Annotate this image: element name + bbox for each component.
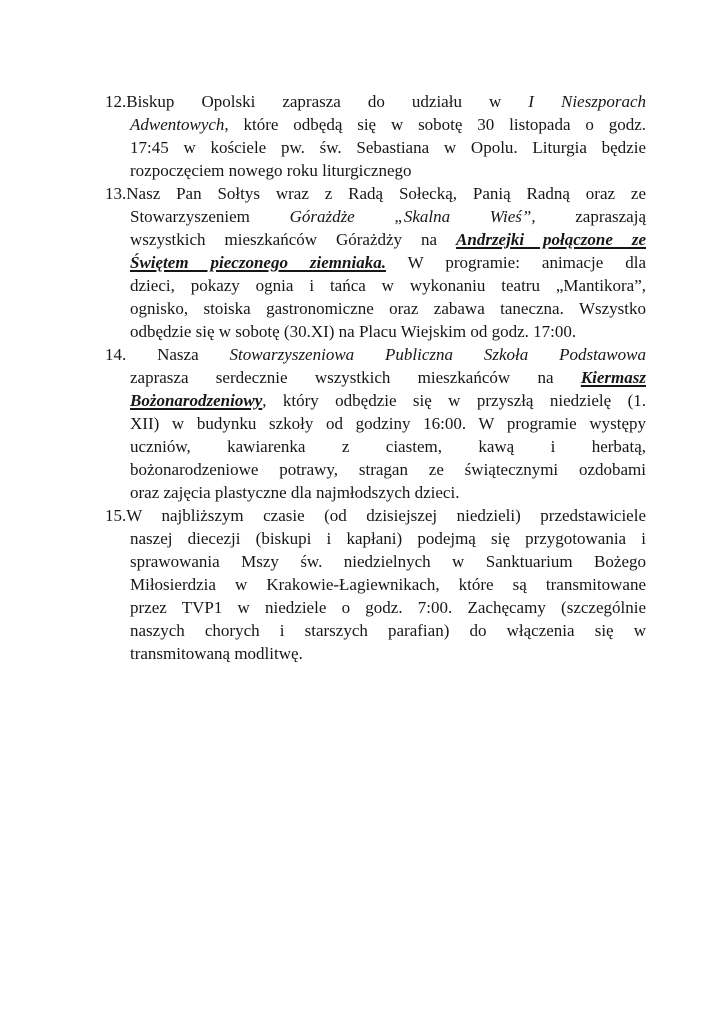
text-run: naszej diecezji (biskupi i kapłani) podejmą się przygotowania i: [130, 529, 646, 548]
text-run: Świętem pieczonego ziemniaka.: [130, 253, 386, 272]
text-line: [105, 90, 646, 113]
text-line: [105, 412, 646, 435]
text-line: [105, 136, 646, 159]
text-run: odbędzie się w sobotę (30.XI) na Placu Wiejskim od godz. 17:00.: [130, 322, 577, 341]
text-run: Miłosierdzia w Krakowie-Łagiewnikach, które są transmitowane: [130, 575, 646, 594]
text-run: 17:45 w kościele pw. św. Sebastiana w Opolu. Liturgia będzie: [130, 138, 646, 157]
text-run: zaprasza serdecznie wszystkich mieszkańców na: [130, 368, 581, 387]
list-item-number: 12.: [105, 92, 127, 111]
text-line: [105, 550, 646, 573]
text-run: oraz zajęcia plastyczne dla najmłodszych dzieci.: [130, 483, 460, 502]
text-line: [105, 159, 646, 182]
text-run: Kiermasz: [580, 368, 646, 387]
text-run: uczniów, kawiarenka z ciastem, kawą i herbatą,: [130, 437, 646, 456]
list-item: [105, 90, 646, 182]
text-run: W najbliższym czasie (od dzisiejszej niedzieli) przedstawiciele: [126, 506, 646, 525]
text-run: ognisko, stoiska gastronomiczne oraz zabawa taneczna. Wszystko: [130, 299, 646, 318]
announcement-list: [105, 90, 646, 665]
text-line: [105, 481, 646, 504]
text-line: [105, 366, 646, 389]
text-run: przez TVP1 w niedziele o godz. 7:00. Zachęcamy (szczególnie: [130, 598, 646, 617]
text-line: [105, 182, 646, 205]
text-run: sprawowania Mszy św. niedzielnych w Sanktuarium Bożego: [130, 552, 646, 571]
text-run: Stowarzyszeniem: [130, 207, 290, 226]
text-line: [105, 619, 646, 642]
text-run: , które odbędą się w sobotę 30 listopada o godz.: [224, 115, 646, 134]
text-run: Biskup Opolski zaprasza do udziału w: [126, 92, 529, 111]
text-line: [105, 205, 646, 228]
list-item-number: 15.: [105, 506, 127, 525]
text-run: Bożonarodzeniowy: [130, 391, 263, 410]
text-line: [105, 251, 646, 274]
text-run: Nasza: [126, 345, 230, 364]
text-run: Adwentowych: [130, 115, 225, 134]
text-run: XII) w budynku szkoły od godziny 16:00. W programie występy: [130, 414, 646, 433]
text-line: [105, 573, 646, 596]
text-run: zapraszają: [535, 207, 646, 226]
list-item: [105, 182, 646, 343]
text-run: rozpoczęciem nowego roku liturgicznego: [130, 161, 412, 180]
text-run: Stowarzyszeniowa Publiczna Szkoła Podstawowa: [229, 345, 646, 364]
text-run: Górażdże „Skalna Wieś”,: [289, 207, 536, 226]
list-item-number: 14.: [105, 345, 127, 364]
text-line: [105, 228, 646, 251]
text-run: dzieci, pokazy ognia i tańca w wykonaniu teatru „Mantikora”,: [130, 276, 646, 295]
text-line: [105, 642, 646, 665]
text-line: [105, 389, 646, 412]
text-run: I Nieszporach: [528, 92, 646, 111]
text-run: bożonarodzeniowe potrawy, stragan ze świątecznymi ozdobami: [130, 460, 646, 479]
text-line: [105, 596, 646, 619]
text-run: naszych chorych i starszych parafian) do włączenia się w: [130, 621, 646, 640]
text-line: [105, 320, 646, 343]
text-run: transmitowaną modlitwę.: [130, 644, 303, 663]
text-line: [105, 343, 646, 366]
text-line: [105, 458, 646, 481]
text-line: [105, 527, 646, 550]
text-run: Nasz Pan Sołtys wraz z Radą Sołecką, Panią Radną oraz ze: [126, 184, 646, 203]
text-run: , który odbędzie się w przyszłą niedzielę (1.: [262, 391, 646, 410]
text-line: [105, 113, 646, 136]
list-item: [105, 504, 646, 665]
text-line: [105, 297, 646, 320]
text-run: W programie: animacje dla: [385, 253, 646, 272]
list-item-number: 13.: [105, 184, 127, 203]
list-item: [105, 343, 646, 504]
text-run: Andrzejki połączone ze: [456, 230, 647, 249]
text-run: wszystkich mieszkańców Górażdży na: [130, 230, 457, 249]
text-line: [105, 274, 646, 297]
text-line: [105, 504, 646, 527]
text-line: [105, 435, 646, 458]
